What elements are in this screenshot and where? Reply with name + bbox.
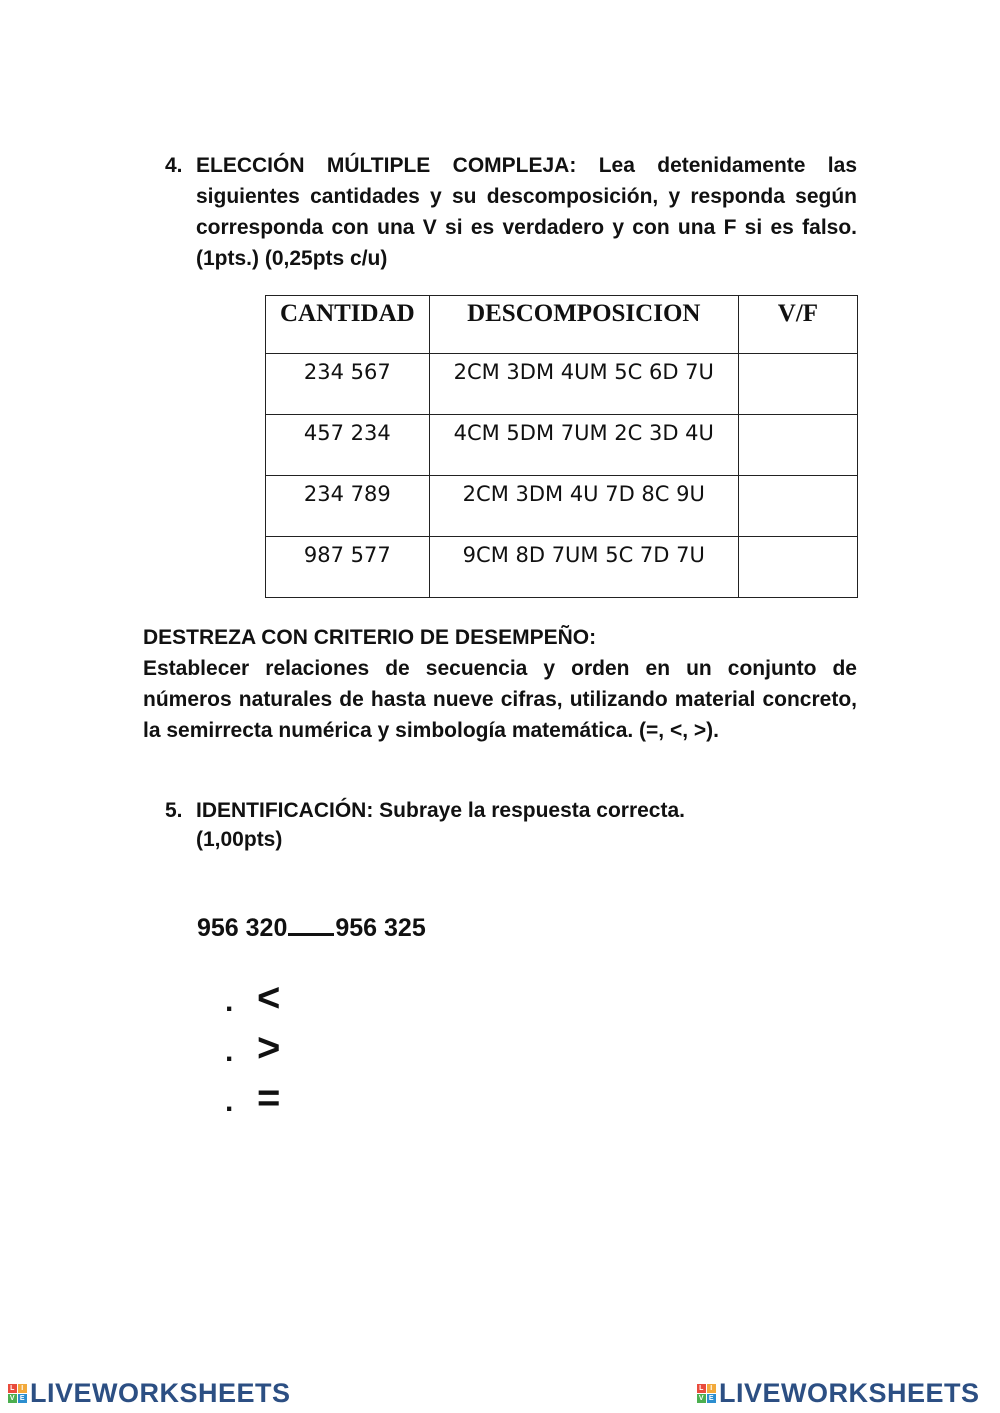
question-4-title: ELECCIÓN MÚLTIPLE COMPLEJA:	[196, 154, 577, 177]
question-5-number: 5.	[165, 799, 183, 822]
liveworksheets-logo-icon: L I V E	[9, 1385, 26, 1402]
cell-cantidad: 234 567	[266, 354, 430, 415]
option-bullet: .	[225, 1085, 234, 1118]
decomposition-table	[265, 295, 858, 598]
question-5-body	[196, 796, 756, 854]
comparison-expression	[197, 910, 426, 946]
destreza-heading: DESTREZA CON CRITERIO DE DESEMPEÑO:	[143, 626, 597, 649]
question-5-text: Subraye la respuesta correcta.	[373, 799, 685, 822]
cell-vf-answer[interactable]	[738, 354, 857, 415]
table-header-row	[266, 296, 858, 354]
option-symbol: >	[257, 1026, 281, 1070]
table-row	[266, 537, 858, 598]
option-bullet: .	[225, 1035, 234, 1068]
header-cantidad: CANTIDAD	[266, 296, 430, 354]
header-vf: V/F	[738, 296, 857, 354]
cell-descomposicion: 2CM 3DM 4U 7D 8C 9U	[429, 476, 738, 537]
option-symbol: =	[257, 1076, 281, 1120]
cell-cantidad: 234 789	[266, 476, 430, 537]
cell-descomposicion: 4CM 5DM 7UM 2C 3D 4U	[429, 415, 738, 476]
compare-right-number: 956 325	[335, 914, 426, 942]
table-row	[266, 476, 858, 537]
question-5-title: IDENTIFICACIÓN:	[196, 799, 374, 822]
option-symbol: <	[257, 976, 281, 1020]
cell-descomposicion: 2CM 3DM 4UM 5C 6D 7U	[429, 354, 738, 415]
option-bullet: .	[225, 985, 234, 1018]
compare-left-number: 956 320	[197, 914, 288, 942]
liveworksheets-logo-icon: L I V E	[698, 1385, 715, 1402]
question-5-points: (1,00pts)	[196, 828, 283, 851]
destreza-text: Establecer relaciones de secuencia y orden en un conjunto de números naturales de hasta nueve cifras, utilizando material concreto, la semirrecta numérica y simbología matemática. (=, <, >).	[143, 657, 857, 742]
header-descomposicion: DESCOMPOSICION	[429, 296, 738, 354]
question-4-body	[196, 150, 857, 274]
table-row	[266, 354, 858, 415]
comparison-blank	[288, 911, 334, 936]
question-5	[165, 796, 857, 854]
brand-name: LIVEWORKSHEETS	[30, 1378, 291, 1408]
brand-name: LIVEWORKSHEETS	[719, 1378, 980, 1408]
table-row	[266, 415, 858, 476]
question-4	[165, 150, 857, 274]
destreza-section	[143, 622, 857, 746]
liveworksheets-brand-right	[697, 1378, 980, 1409]
cell-vf-answer[interactable]	[738, 537, 857, 598]
question-4-number: 4.	[165, 154, 183, 177]
question-4-text: Lea detenidamente las siguientes cantidades y su descomposición, y responda según corresponda con una V si es verdadero y con una F si es falso. (1pts.) (0,25pts c/u)	[196, 154, 858, 270]
cell-vf-answer[interactable]	[738, 415, 857, 476]
cell-cantidad: 457 234	[266, 415, 430, 476]
cell-cantidad: 987 577	[266, 537, 430, 598]
liveworksheets-brand-left	[8, 1378, 291, 1409]
cell-vf-answer[interactable]	[738, 476, 857, 537]
cell-descomposicion: 9CM 8D 7UM 5C 7D 7U	[429, 537, 738, 598]
